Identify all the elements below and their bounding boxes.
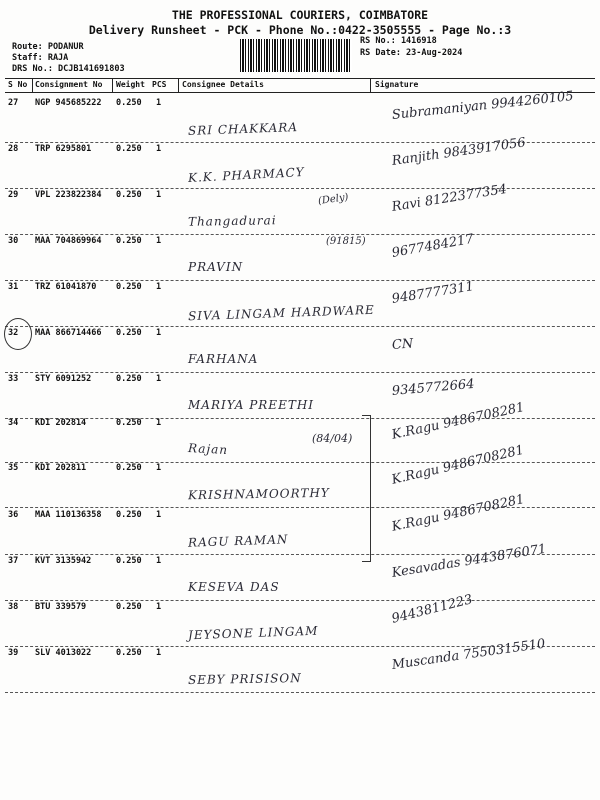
row-consignee-handwritten: JEYSONE LINGAM	[187, 623, 319, 643]
col-header-pcs: PCS	[152, 80, 167, 89]
row-weight: 0.250	[116, 236, 142, 246]
col-divider	[370, 78, 371, 92]
row-consignment-no: TRP 6295801	[35, 144, 92, 154]
barcode	[240, 39, 352, 72]
rs-date: RS Date: 23-Aug-2024	[360, 48, 463, 58]
col-divider	[112, 78, 113, 92]
row-34-annotation: (84/04)	[312, 432, 353, 445]
row-weight: 0.250	[116, 418, 142, 428]
row-weight: 0.250	[116, 556, 142, 566]
header-bottom-rule	[5, 92, 595, 93]
col-header-sno: S No	[8, 80, 28, 89]
row-weight: 0.250	[116, 374, 142, 384]
row-consignment-no: KDI 202814	[35, 418, 87, 428]
row-consignee-handwritten: KRISHNAMOORTHY	[187, 485, 330, 503]
row-sno: 29	[8, 190, 19, 200]
row-consignment-no: KVT 3135942	[35, 556, 92, 566]
row-signature-handwritten: K.Ragu 9486708281	[390, 492, 526, 535]
row-signature-handwritten: 9677484217	[390, 231, 475, 261]
row-divider	[5, 234, 595, 235]
row-signature-handwritten: Muscanda 7550315510	[390, 636, 547, 673]
col-header-consignment: Consignment No	[35, 80, 103, 89]
row-consignment-no: NGP 945685222	[35, 98, 102, 108]
row-pcs: 1	[156, 463, 162, 473]
runsheet-subtitle: Delivery Runsheet - PCK - Phone No.:0422-3505555 - Page No.:3	[88, 23, 512, 37]
row-consignee-handwritten: K.K. PHARMACY	[187, 164, 305, 186]
row-weight: 0.250	[116, 282, 142, 292]
row-consignment-no: STY 6091252	[35, 374, 92, 384]
row-divider	[5, 372, 595, 373]
rows-34-36-bracket	[362, 415, 371, 562]
row-pcs: 1	[156, 328, 162, 338]
row-sno: 34	[8, 418, 19, 428]
drs-number: DRS No.: DCJB141691803	[12, 64, 125, 74]
row-consignee-handwritten: Thangadurai	[187, 213, 277, 229]
row-weight: 0.250	[116, 510, 142, 520]
row-pcs: 1	[156, 510, 162, 520]
row-consignee-handwritten: SIVA LINGAM HARDWARE	[187, 302, 376, 324]
row-29-annotation: (Dely)	[317, 191, 350, 208]
row-consignment-no: SLV 4013022	[35, 648, 92, 658]
row-pcs: 1	[156, 418, 162, 428]
row-signature-handwritten: K.Ragu 9486708281	[390, 400, 526, 443]
staff-label: Staff: RAJA	[12, 53, 69, 63]
company-title: THE PROFESSIONAL COURIERS, COIMBATORE	[171, 8, 429, 22]
row-consignment-no: MAA 704869964	[35, 236, 102, 246]
row-weight: 0.250	[116, 648, 142, 658]
row-consignee-handwritten: RAGU RAMAN	[187, 532, 289, 550]
row-weight: 0.250	[116, 190, 142, 200]
row-sno: 33	[8, 374, 19, 384]
row-pcs: 1	[156, 98, 162, 108]
col-header-signature: Signature	[375, 80, 419, 89]
row-weight: 0.250	[116, 602, 142, 612]
row-consignee-handwritten: SRI CHAKKARA	[187, 120, 299, 138]
row-sno: 37	[8, 556, 19, 566]
row-weight: 0.250	[116, 328, 142, 338]
row-consignee-handwritten: Rajan	[187, 440, 229, 458]
row-consignment-no: MAA 110136358	[35, 510, 102, 520]
row-pcs: 1	[156, 236, 162, 246]
row-sno: 38	[8, 602, 19, 612]
header-top-rule	[5, 78, 595, 79]
row-signature-handwritten: 9487777311	[390, 279, 475, 307]
row-weight: 0.250	[116, 463, 142, 473]
row-pcs: 1	[156, 190, 162, 200]
row-divider	[5, 692, 595, 693]
row-divider	[5, 280, 595, 281]
row-signature-handwritten: 9345772664	[391, 376, 476, 399]
row-signature-handwritten: Ravi 8122377354	[390, 181, 508, 215]
row-sno: 36	[8, 510, 19, 520]
row-pcs: 1	[156, 648, 162, 658]
row-signature-handwritten: K.Ragu 9486708281	[390, 442, 526, 488]
row-consignment-no: KDI 202811	[35, 463, 87, 473]
row-consignment-no: TRZ 61041870	[35, 282, 97, 292]
row-consignee-handwritten: SEBY PRISISON	[187, 671, 302, 687]
row-weight: 0.250	[116, 98, 142, 108]
row-consignment-no: BTU 339579	[35, 602, 87, 612]
row-sno: 30	[8, 236, 19, 246]
route-label: Route: PODANUR	[12, 42, 84, 52]
row-signature-handwritten: 9443811223	[390, 592, 475, 627]
row-signature-handwritten: CN	[391, 336, 414, 353]
row-pcs: 1	[156, 374, 162, 384]
row-consignee-handwritten: PRAVIN	[188, 260, 244, 274]
row-pcs: 1	[156, 556, 162, 566]
row-consignment-no: VPL 223822384	[35, 190, 102, 200]
row-weight: 0.250	[116, 144, 142, 154]
row-consignee-handwritten: MARIYA PREETHI	[188, 398, 315, 412]
row-sno: 39	[8, 648, 19, 658]
row-sno: 31	[8, 282, 19, 292]
row-pcs: 1	[156, 282, 162, 292]
row-sno: 27	[8, 98, 19, 108]
row-signature-handwritten: Ranjith 9843917056	[390, 135, 527, 169]
col-divider	[32, 78, 33, 92]
row-consignee-handwritten: FARHANA	[188, 352, 259, 366]
row-sno: 28	[8, 144, 19, 154]
row-consignment-no: MAA 866714466	[35, 328, 102, 338]
row-sno: 35	[8, 463, 19, 473]
col-divider	[178, 78, 179, 92]
row-32-circle-mark	[4, 318, 32, 350]
row-pcs: 1	[156, 602, 162, 612]
row-sno: 32	[8, 328, 19, 338]
rs-number: RS No.: 1416918	[360, 36, 437, 46]
col-header-weight: Weight	[116, 80, 145, 89]
row-pcs: 1	[156, 144, 162, 154]
row-divider	[5, 600, 595, 601]
col-header-consignee: Consignee Details	[182, 80, 264, 89]
row-divider	[5, 462, 595, 463]
row-consignee-handwritten: KESEVA DAS	[188, 580, 280, 594]
row-signature-handwritten: Subramaniyan 9944260105	[391, 88, 575, 123]
row-30-annotation: (91815)	[326, 236, 366, 247]
row-divider	[5, 326, 595, 327]
row-signature-handwritten: Kesavadas 9443876071	[390, 541, 548, 581]
